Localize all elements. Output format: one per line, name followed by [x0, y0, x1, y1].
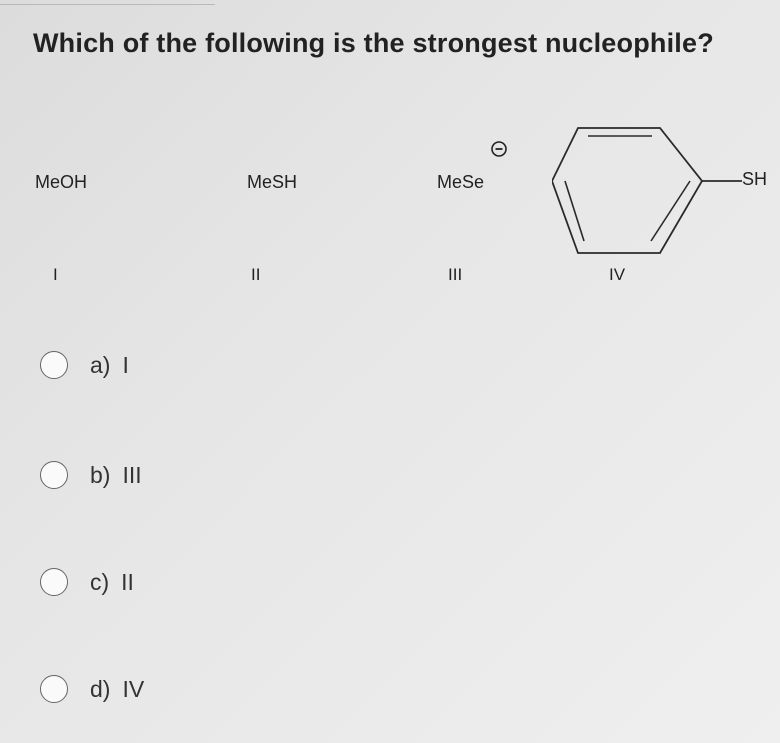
- molecule-label-1: I: [53, 265, 58, 284]
- molecule-methanethiol: MeSH: [247, 172, 298, 192]
- molecule-methanol: MeOH: [35, 172, 88, 192]
- option-a[interactable]: [40, 351, 129, 379]
- question-text: Which of the following is the strongest nucleophile?: [33, 28, 714, 58]
- option-c-radio[interactable]: [40, 568, 68, 596]
- option-b[interactable]: [40, 461, 142, 489]
- option-c-text: II: [121, 568, 134, 595]
- molecule-label-4: IV: [609, 265, 626, 284]
- molecule-label-3: III: [448, 265, 463, 284]
- negative-charge-icon: [490, 140, 508, 158]
- option-b-radio[interactable]: [40, 461, 68, 489]
- benzenethiol-structure: [552, 115, 752, 265]
- option-b-text: III: [122, 461, 142, 488]
- molecule-methylselenide: MeSe: [437, 172, 485, 192]
- option-a-letter: a): [90, 351, 111, 378]
- option-d-letter: d): [90, 675, 111, 702]
- option-c-letter: c): [90, 568, 110, 595]
- option-d-text: IV: [122, 675, 145, 702]
- option-a-radio[interactable]: [40, 351, 68, 379]
- option-d[interactable]: [40, 675, 144, 703]
- option-a-text: I: [122, 351, 129, 378]
- molecule-thiol-group: SH: [742, 169, 768, 189]
- option-b-letter: b): [90, 461, 111, 488]
- option-c[interactable]: [40, 568, 134, 596]
- top-divider: [0, 0, 215, 5]
- molecule-label-2: II: [251, 265, 261, 284]
- option-d-radio[interactable]: [40, 675, 68, 703]
